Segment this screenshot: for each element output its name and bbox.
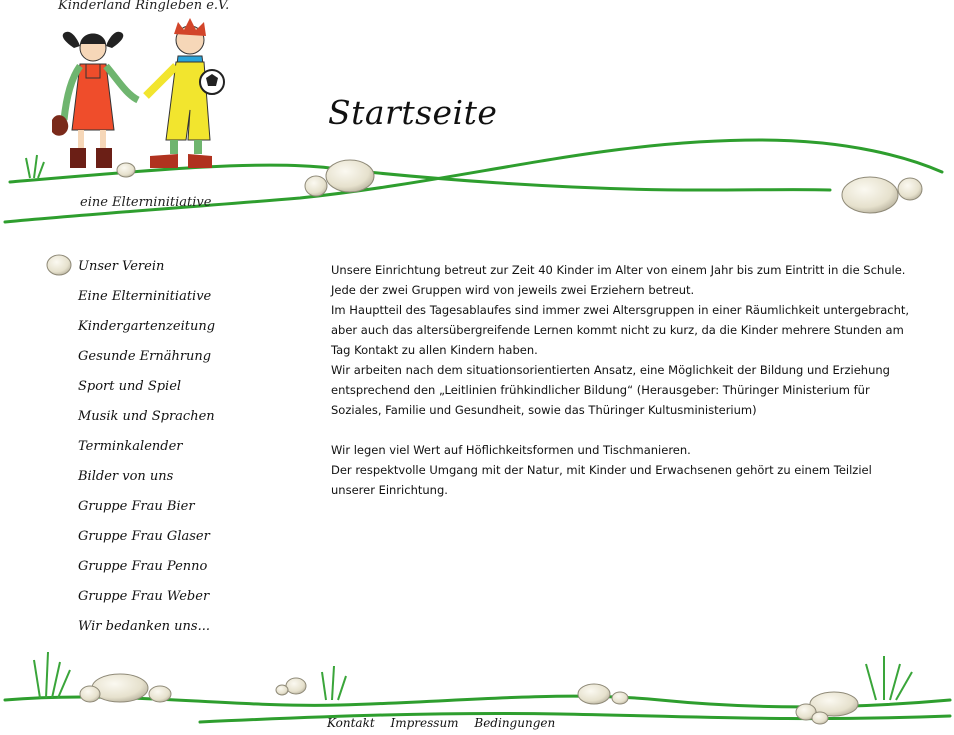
nav-item-sport-und-spiel[interactable]: Sport und Spiel (78, 379, 182, 394)
nav-item-gruppe-weber[interactable]: Gruppe Frau Weber (78, 589, 210, 604)
sidebar-nav (78, 257, 278, 647)
footer-link-impressum[interactable]: Impressum (390, 716, 459, 730)
main-content (331, 260, 911, 500)
footer-nav (327, 716, 567, 730)
footer-link-kontakt[interactable]: Kontakt (327, 716, 375, 730)
content-paragraph: Unsere Einrichtung betreut zur Zeit 40 Kinder im Alter von einem Jahr bis zum Eintritt in die Schule. (331, 263, 906, 277)
nav-item-gruppe-bier[interactable]: Gruppe Frau Bier (78, 499, 195, 514)
header-grass-tuft (26, 155, 44, 178)
nav-item-gruppe-penno[interactable]: Gruppe Frau Penno (78, 559, 208, 574)
nav-item-wir-bedanken-uns[interactable]: Wir bedanken uns... (78, 619, 210, 634)
nav-item-elterninitiative[interactable]: Eine Elterninitiative (78, 289, 212, 304)
children-illustration-logo (52, 18, 224, 168)
site-name: Kinderland Ringleben e.V. (58, 0, 230, 13)
page-title: Startseite (328, 93, 498, 132)
nav-item-musik-und-sprachen[interactable]: Musik und Sprachen (78, 409, 215, 424)
content-paragraph: Wir arbeiten nach dem situationsorientierten Ansatz, eine Möglichkeit der Bildung und Erziehung entsprechend den „Leitlinien frühkindlicher Bildung“ (Herausgeber: Thüringer Ministerium für Soziales, Familie und Gesundheit, sowie das Thüringer Kultusministerium) (331, 363, 890, 417)
nav-item-terminkalender[interactable]: Terminkalender (78, 439, 183, 454)
girl-figure (52, 32, 138, 168)
site-tagline: eine Elterninitiative (80, 195, 212, 210)
nav-item-unser-verein[interactable]: Unser Verein (78, 259, 165, 274)
nav-item-bilder-von-uns[interactable]: Bilder von uns (78, 469, 174, 484)
content-paragraph: Im Hauptteil des Tagesablaufes sind immer zwei Altersgruppen in einer Räumlichkeit untergebracht, aber auch das altersübergreifende Lernen kommt nicht zu kurz, da die Kinder mehrere Stunden am Tag Kontakt zu allen Kindern haben. (331, 303, 910, 357)
boy-figure (146, 18, 224, 168)
content-paragraph: Jede der zwei Gruppen wird von jeweils zwei Erziehern betreut. (331, 283, 695, 297)
content-paragraph: Wir legen viel Wert auf Höflichkeitsformen und Tischmanieren. (331, 443, 691, 457)
content-spacer (331, 420, 911, 440)
header-stones (117, 160, 922, 213)
nav-item-kindergartenzeitung[interactable]: Kindergartenzeitung (78, 319, 216, 334)
nav-item-gesunde-ernaehrung[interactable]: Gesunde Ernährung (78, 349, 212, 364)
content-paragraph: Der respektvolle Umgang mit der Natur, mit Kinder und Erwachsenen gehört zu einem Teilziel unserer Einrichtung. (331, 463, 872, 497)
nav-item-gruppe-glaser[interactable]: Gruppe Frau Glaser (78, 529, 210, 544)
footer-link-bedingungen[interactable]: Bedingungen (474, 716, 556, 730)
stone-icon (47, 255, 71, 275)
